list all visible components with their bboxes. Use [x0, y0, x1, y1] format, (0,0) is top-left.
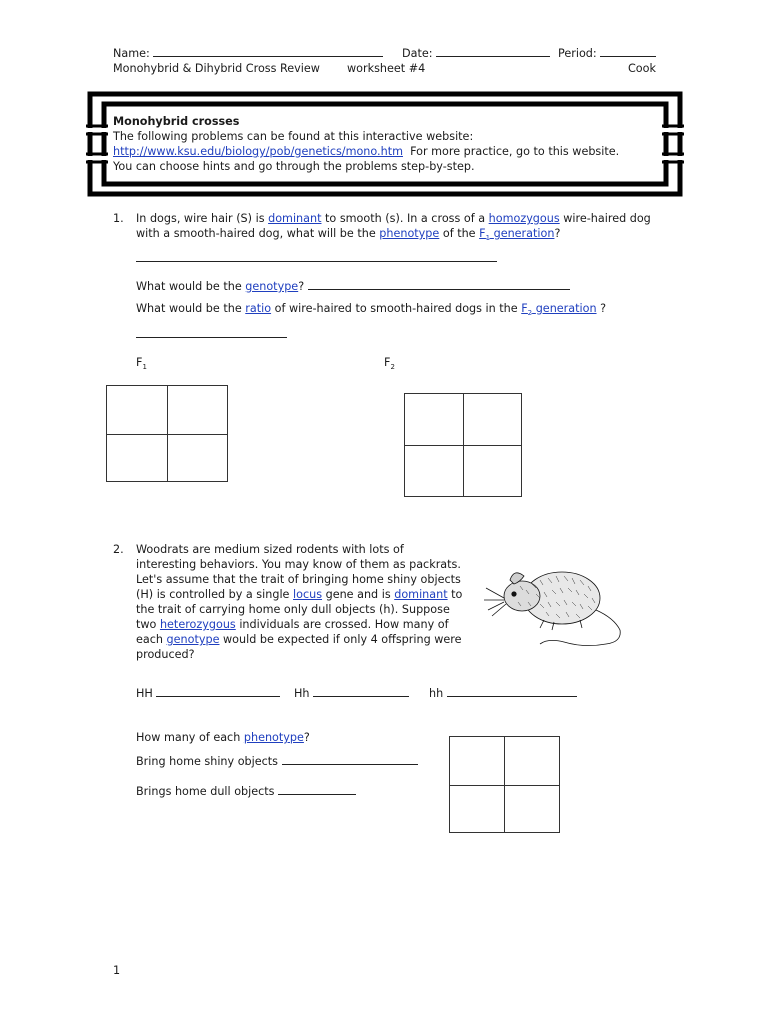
period-field [558, 46, 656, 60]
name-label: Name: [113, 47, 150, 60]
q2-line-6 [136, 618, 449, 631]
hh-het-blank[interactable] [313, 686, 409, 697]
hh-rec-label: hh [429, 687, 444, 700]
pheno-q-b: ? [303, 731, 310, 744]
q2-l4b: gene and is [325, 588, 391, 601]
woodrat-illustration [484, 558, 626, 652]
locus-link[interactable]: locus [293, 588, 323, 601]
genotype-link[interactable]: genotype [245, 280, 299, 293]
ratio-question [136, 302, 606, 317]
ratio-answer-line[interactable] [136, 327, 287, 338]
shiny-row [136, 754, 418, 768]
author: Cook [628, 62, 656, 75]
f1-label-letter: F [136, 356, 143, 369]
phenotype-question [136, 731, 310, 744]
q2-line-8: produced? [136, 648, 195, 661]
genotype-q-b: ? [298, 280, 305, 293]
q2-number: 2. [113, 543, 124, 556]
date-blank[interactable] [436, 46, 550, 57]
worksheet-title: Monohybrid & Dihybrid Cross Review [113, 62, 320, 75]
q2-line-2: interesting behaviors. You may know of them as packrats. [136, 558, 461, 571]
hh-blank[interactable] [156, 686, 280, 697]
q2-l4a: (H) is controlled by a single [136, 588, 290, 601]
q1-line-1 [136, 212, 651, 225]
generation-word: generation [493, 227, 555, 240]
f1-generation-link[interactable] [479, 227, 555, 243]
f2-label-letter: F [384, 356, 391, 369]
hh-label: HH [136, 687, 153, 700]
phenotype-link[interactable]: phenotype [379, 227, 440, 240]
genotype-counts-row [136, 686, 280, 700]
date-field [402, 46, 550, 60]
dominant-link[interactable]: dominant [268, 212, 322, 225]
f1-subscript: 1 [485, 234, 491, 243]
f2-punnett-square [404, 393, 522, 497]
generation-word-2: generation [535, 302, 597, 315]
q2-line-4 [136, 588, 462, 601]
hh-rec-field [429, 686, 577, 700]
box-line-2 [113, 145, 619, 158]
period-blank[interactable] [600, 46, 656, 57]
q1-text-c: wire-haired dog [563, 212, 651, 225]
phenotype-link-2[interactable]: phenotype [243, 731, 304, 744]
ratio-q-b: of wire-haired to smooth-haired dogs in the [274, 302, 518, 315]
page-number: 1 [113, 964, 121, 977]
q2-line-1: Woodrats are medium sized rodents with lots of [136, 543, 404, 556]
f2-generation-link[interactable] [521, 302, 597, 318]
q1-text-b: to smooth (s). In a cross of a [325, 212, 486, 225]
dull-label: Brings home dull objects [136, 785, 275, 798]
f1-label-sub: 1 [142, 363, 147, 372]
q2-line-5: the trait of carrying home only dull objects (h). Suppose [136, 603, 450, 616]
name-blank[interactable] [153, 46, 383, 57]
genotype-question [136, 279, 570, 293]
q1-line-2 [136, 227, 560, 242]
q2-line-7 [136, 633, 462, 646]
shiny-blank[interactable] [282, 754, 418, 765]
q2-l7b: would be expected if only 4 offspring were [223, 633, 462, 646]
q1-text-f: ? [554, 227, 561, 240]
decorative-frame [86, 90, 684, 198]
q2-punnett-square [449, 736, 560, 833]
q1-number: 1. [113, 212, 124, 225]
pheno-q-a: How many of each [136, 731, 241, 744]
f2-label-sub: 2 [390, 363, 395, 372]
f2-subscript: 2 [527, 309, 533, 318]
q2-l7a: each [136, 633, 163, 646]
ratio-q-a: What would be the [136, 302, 242, 315]
box-heading: Monohybrid crosses [113, 115, 240, 128]
box-line-3: You can choose hints and go through the problems step-by-step. [113, 160, 475, 173]
box-line-2-rest: For more practice, go to this website. [410, 145, 620, 158]
shiny-label: Bring home shiny objects [136, 755, 279, 768]
homozygous-link[interactable]: homozygous [488, 212, 560, 225]
q2-l6b: individuals are crossed. How many of [239, 618, 449, 631]
worksheet-number: worksheet #4 [347, 62, 426, 75]
dull-blank[interactable] [278, 784, 356, 795]
date-label: Date: [402, 47, 433, 60]
q1-text-d: with a smooth-haired dog, what will be the [136, 227, 376, 240]
f2-label [384, 356, 395, 371]
ratio-link[interactable]: ratio [245, 302, 272, 315]
q2-line-3: Let's assume that the trait of bringing home shiny objects [136, 573, 461, 586]
punnett-divider-h [450, 785, 559, 786]
f2-letter: F [521, 302, 528, 315]
hh-rec-blank[interactable] [447, 686, 577, 697]
q1-text-e: of the [442, 227, 476, 240]
hh-het-label: Hh [294, 687, 310, 700]
genotype-blank[interactable] [308, 279, 570, 290]
dominant-link-2[interactable]: dominant [394, 588, 448, 601]
name-field [113, 46, 383, 60]
f1-punnett-square [106, 385, 228, 482]
q1-text-a: In dogs, wire hair (S) is [136, 212, 265, 225]
ratio-q-c: ? [600, 302, 607, 315]
heterozygous-link[interactable]: heterozygous [159, 618, 236, 631]
dull-row [136, 784, 356, 798]
genotype-q-a: What would be the [136, 280, 242, 293]
q1-answer-line[interactable] [136, 251, 497, 262]
punnett-divider-h [107, 434, 227, 435]
mono-url-link[interactable]: http://www.ksu.edu/biology/pob/genetics/mono.htm [113, 145, 403, 158]
q2-l4c: to [451, 588, 463, 601]
box-line-1: The following problems can be found at this interactive website: [113, 130, 474, 143]
hh-het-field [294, 686, 409, 700]
f1-label [136, 356, 147, 371]
f1-letter: F [479, 227, 486, 240]
genotype-link-2[interactable]: genotype [166, 633, 220, 646]
punnett-divider-h [405, 445, 521, 446]
q2-l6a: two [136, 618, 157, 631]
period-label: Period: [558, 47, 597, 60]
